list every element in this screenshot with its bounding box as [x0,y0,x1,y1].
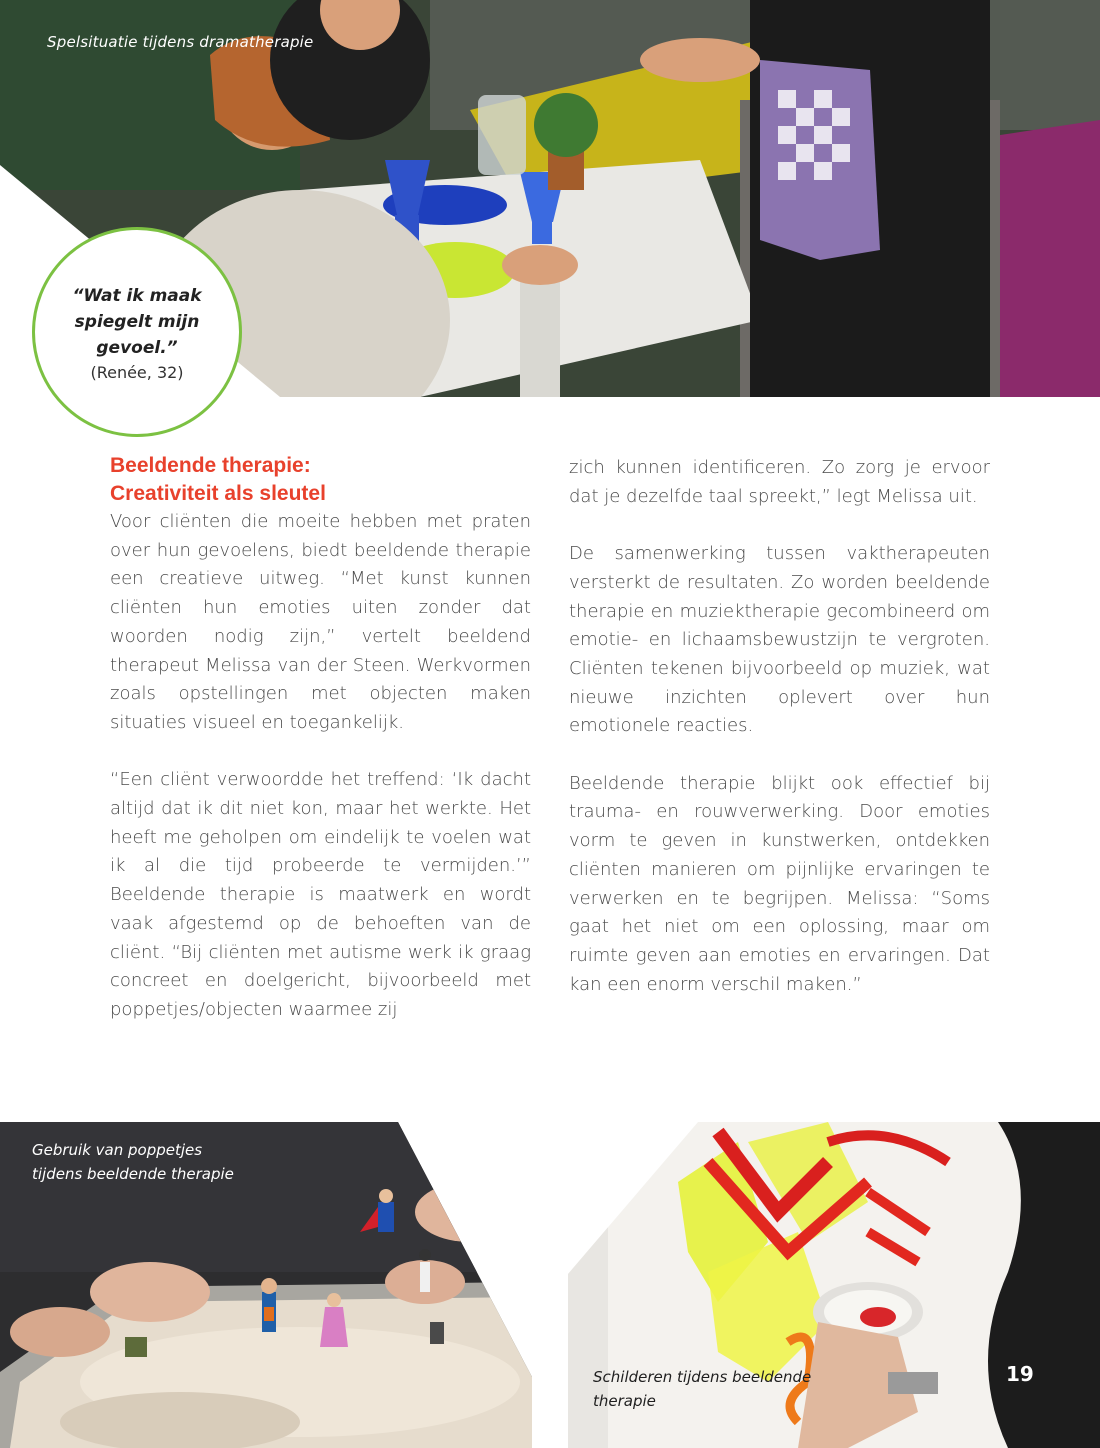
paragraph: zich kunnen identificeren. Zo zorg je ervoor dat je dezelfde taal spreekt,” legt Melissa uit. [569,457,990,507]
bottom-right-caption: Schilderen tijdens beeldende therapie [593,1368,812,1410]
paragraph: Voor cliënten die moeite hebben met praten over hun gevoelens, biedt beeldende therapie een creatieve uitweg. “Met kunst kunnen cliënten hun emoties uiten zonder dat woorden nodig zijn,” vertelt beeldend therapeut Melissa van der Steen. Werkvormen zoals opstellingen met objecten maken situaties visueel en toegankelijk. [110,511,531,733]
heading-line-2: Creativiteit als sleutel [110,482,326,505]
quote-text: “Wat ik maak spiegelt mijn gevoel.” [72,285,202,358]
quote-attribution: (Renée, 32) [90,362,184,382]
heading-line-1: Beeldende therapie: [110,454,311,477]
paragraph: De samenwerking tussen vaktherapeuten versterkt de resultaten. Zo worden beeldende therapie en muziektherapie gecombineerd om emotie- en lichaamsbewustzijn te vergroten. Cliënten tekenen bijvoorbeeld op muziek, wat nieuwe inzichten oplevert over hun emotionele reacties. [569,543,990,737]
bottom-left-caption: Gebruik van poppetjes tijdens beeldende therapie [32,1141,234,1183]
paragraph: Beeldende therapie blijkt ook effectief bij trauma- en rouwverwerking. Door emoties vorm te geven in kunstwerken, ontdekken cliënten manieren om pijnlijke ervaringen te verwerken en te begrijpen. Melissa: “Soms gaat het niet om een oplossing, maar om ruimte geven aan emoties en ervaringen. Dat kan een enorm verschil maken.” [569,772,990,995]
article-left-column [110,452,531,1025]
article-heading [110,452,531,508]
quote-circle [32,227,242,437]
top-photo-caption: Spelsituatie tijdens dramatherapie [47,33,314,51]
paragraph: “Een cliënt verwoordde het treffend: ‘Ik dacht altijd dat ik dit niet kon, maar het werkte. Het heeft me geholpen om eindelijk te voelen wat ik al die tijd probeerde te vermijden.’” Beeldende therapie is maatwerk en wordt vaak afgestemd op de behoeften van de cliënt. “Bij cliënten met autisme werk ik graag concreet en doelgericht, bijvoorbeeld met poppetjes/objecten waarmee zij [110,769,531,1020]
page-number: 19 [1006,1362,1034,1386]
article-right-column [569,454,990,999]
